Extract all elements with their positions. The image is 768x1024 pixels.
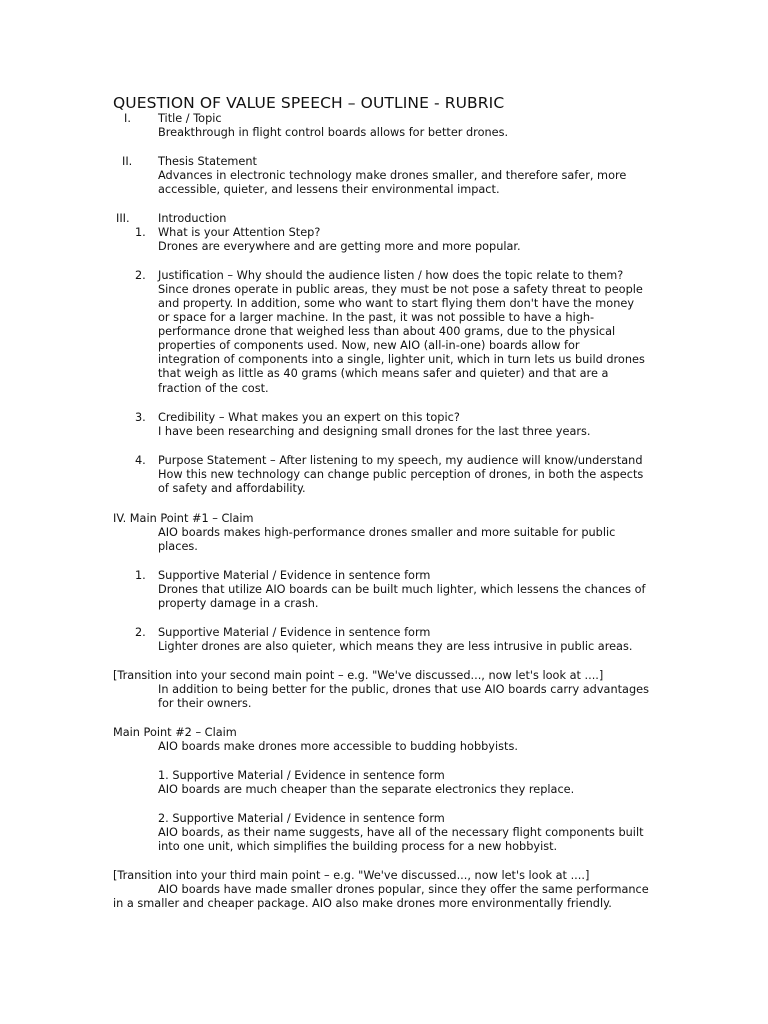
document-title: QUESTION OF VALUE SPEECH – OUTLINE - RUBRIC bbox=[113, 94, 505, 112]
section-numeral-ii: II. bbox=[122, 155, 133, 168]
transition-1-text: In addition to being better for the public, drones that use AIO boards carry advantages bbox=[158, 683, 649, 696]
intro-item-text: or space for a larger machine. In the past, it was not possible to have a high- bbox=[158, 311, 595, 324]
intro-item-text: Drones are everywhere and are getting more and more popular. bbox=[158, 240, 521, 253]
intro-item-text: of safety and affordability. bbox=[158, 482, 306, 495]
intro-item-heading: Purpose Statement – After listening to my speech, my audience will know/understand bbox=[158, 454, 643, 467]
thesis-text-line: accessible, quieter, and lessens their environmental impact. bbox=[158, 183, 500, 196]
transition-2-text: in a smaller and cheaper package. AIO also make drones more environmentally friendly. bbox=[113, 897, 612, 910]
support-item-text: Drones that utilize AIO boards can be built much lighter, which lessens the chances of bbox=[158, 583, 646, 596]
thesis-text-line: Advances in electronic technology make drones smaller, and therefore safer, more bbox=[158, 169, 627, 182]
main-point-1-text: AIO boards makes high-performance drones smaller and more suitable for public bbox=[158, 526, 616, 539]
intro-item-text: fraction of the cost. bbox=[158, 382, 269, 395]
support-item-heading: 2. Supportive Material / Evidence in sentence form bbox=[158, 812, 445, 825]
intro-item-heading: Justification – Why should the audience listen / how does the topic relate to them? bbox=[158, 269, 624, 282]
intro-item-text: Since drones operate in public areas, they must be not pose a safety threat to people bbox=[158, 283, 643, 296]
transition-1-heading: [Transition into your second main point – e.g. "We've discussed..., now let's look at ....] bbox=[113, 669, 604, 682]
support-item-text: AIO boards are much cheaper than the separate electronics they replace. bbox=[158, 783, 575, 796]
intro-item-heading: Credibility – What makes you an expert on this topic? bbox=[158, 411, 460, 424]
section-heading-title-topic: Title / Topic bbox=[158, 112, 222, 125]
support-item-text: Lighter drones are also quieter, which means they are less intrusive in public areas. bbox=[158, 640, 633, 653]
support-item-text: AIO boards, as their name suggests, have all of the necessary flight components built bbox=[158, 826, 644, 839]
section-heading-thesis: Thesis Statement bbox=[158, 155, 257, 168]
support-item-number: 2. bbox=[135, 626, 146, 639]
section-numeral-i: I. bbox=[124, 112, 131, 125]
intro-item-text: integration of components into a single, lighter unit, which in turn lets us build drones bbox=[158, 353, 645, 366]
intro-item-text: and property. In addition, some who want to start flying them don't have the money bbox=[158, 297, 635, 310]
support-item-heading: Supportive Material / Evidence in sentence form bbox=[158, 626, 431, 639]
support-item-heading: 1. Supportive Material / Evidence in sentence form bbox=[158, 769, 445, 782]
intro-item-number: 1. bbox=[135, 226, 146, 239]
support-item-text: property damage in a crash. bbox=[158, 597, 319, 610]
main-point-2-heading: Main Point #2 – Claim bbox=[113, 726, 237, 739]
support-item-text: into one unit, which simplifies the building process for a new hobbyist. bbox=[158, 840, 558, 853]
section-heading-introduction: Introduction bbox=[158, 212, 227, 225]
intro-item-number: 4. bbox=[135, 454, 146, 467]
support-item-heading: Supportive Material / Evidence in sentence form bbox=[158, 569, 431, 582]
section-numeral-iii: III. bbox=[116, 212, 130, 225]
main-point-1-heading: IV. Main Point #1 – Claim bbox=[113, 512, 254, 525]
intro-item-text: How this new technology can change public perception of drones, in both the aspects bbox=[158, 468, 644, 481]
support-item-number: 1. bbox=[135, 569, 146, 582]
intro-item-number: 3. bbox=[135, 411, 146, 424]
intro-item-text: that weigh as little as 40 grams (which means safer and quieter) and that are a bbox=[158, 367, 609, 380]
intro-item-text: properties of components used. Now, new AIO (all-in-one) boards allow for bbox=[158, 339, 580, 352]
topic-text: Breakthrough in flight control boards allows for better drones. bbox=[158, 126, 509, 139]
intro-item-text: performance drone that weighed less than about 400 grams, due to the physical bbox=[158, 325, 616, 338]
transition-2-heading: [Transition into your third main point – e.g. "We've discussed..., now let's look at ....] bbox=[113, 869, 590, 882]
intro-item-number: 2. bbox=[135, 269, 146, 282]
intro-item-text: I have been researching and designing small drones for the last three years. bbox=[158, 425, 591, 438]
transition-2-text: AIO boards have made smaller drones popular, since they offer the same performance bbox=[158, 883, 649, 896]
transition-1-text: for their owners. bbox=[158, 697, 252, 710]
main-point-2-text: AIO boards make drones more accessible to budding hobbyists. bbox=[158, 740, 518, 753]
intro-item-heading: What is your Attention Step? bbox=[158, 226, 321, 239]
main-point-1-text: places. bbox=[158, 540, 198, 553]
